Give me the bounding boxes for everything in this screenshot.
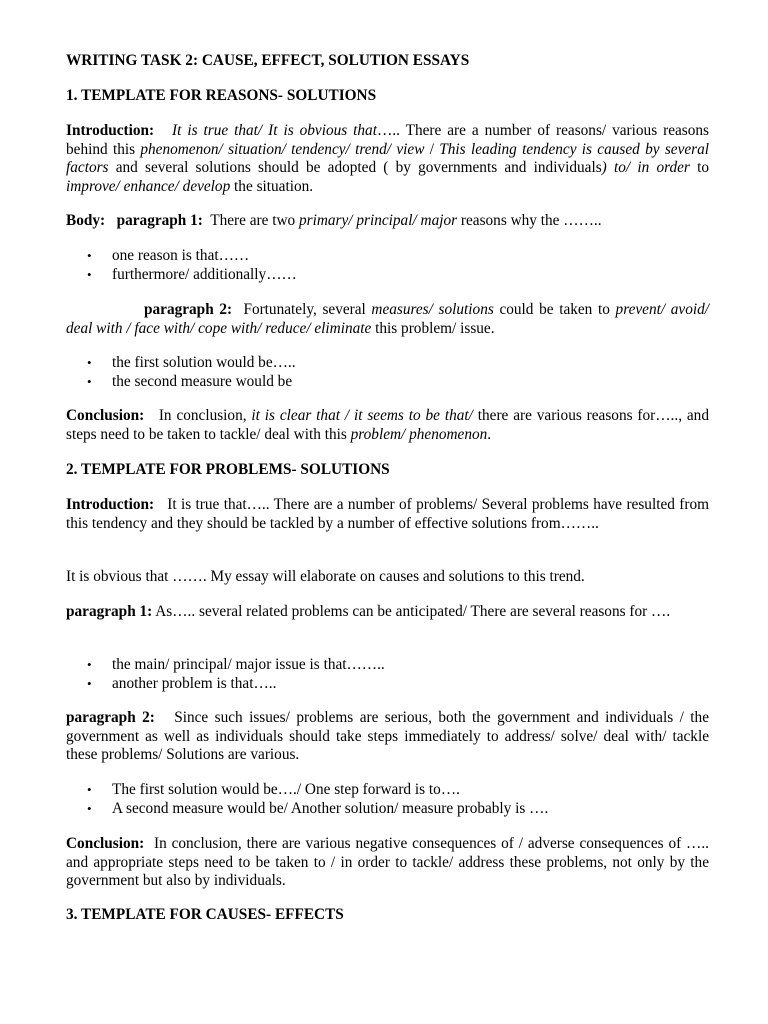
list-item: • the first solution would be….. [66,354,296,373]
section-1-body-paragraph-1: Body: paragraph 1: There are two primary/ principal/ major reasons why the …….. [66,212,602,229]
section-2-heading: 2. TEMPLATE FOR PROBLEMS- SOLUTIONS [66,461,390,478]
list-item: • furthermore/ additionally…… [66,266,297,285]
section-2-obvious-sentence: It is obvious that ……. My essay will elaborate on causes and solutions to this trend. [66,568,585,585]
section-1-conclusion: Conclusion: In conclusion, it is clear that / it seems to be that/ there are various reasons for….., and steps need to be taken to tackle/ deal with this problem/ phenomenon. [66,407,709,443]
section-1-heading: 1. TEMPLATE FOR REASONS- SOLUTIONS [66,87,377,104]
document-title: WRITING TASK 2: CAUSE, EFFECT, SOLUTION ESSAYS [66,52,470,69]
section-1-body-paragraph-2: paragraph 2: Fortunately, several measures/ solutions could be taken to prevent/ avoid/ deal with / face with/ cope with/ reduce/ eliminate this problem/ issue. [66,301,709,337]
list-item: • another problem is that….. [66,675,385,694]
section-2-solutions-list [66,781,548,818]
list-item: • one reason is that…… [66,247,297,266]
section-2-paragraph-1: paragraph 1: As….. several related problems can be anticipated/ There are several reasons for …. [66,603,671,620]
section-2-conclusion: Conclusion: In conclusion, there are various negative consequences of / adverse consequences of ….. and appropriate steps need to be taken to / in order to tackle/ address these problems, not only by the government but also by individuals. [66,835,710,889]
section-2-problems-list [66,656,385,693]
list-item: • the second measure would be [66,373,296,392]
section-3-heading: 3. TEMPLATE FOR CAUSES- EFFECTS [66,906,344,923]
list-item: • the main/ principal/ major issue is that…….. [66,656,385,675]
section-1-introduction: Introduction: It is true that/ It is obvious that….. There are a number of reasons/ various reasons behind this phenomenon/ situation/ tendency/ trend/ view / This leading tendency is caused by several factors and several solutions should be adopted ( by governments and individuals) to/ in order to improve/ enhance/ develop the situation. [66,122,709,195]
section-1-solutions-list [66,354,296,391]
section-2-introduction: Introduction: It is true that….. There are a number of problems/ Several problems have resulted from this tendency and they should be tackled by a number of effective solutions from…….. [66,496,709,532]
list-item: • A second measure would be/ Another solution/ measure probably is …. [66,800,548,819]
section-1-reasons-list [66,247,297,284]
section-2-paragraph-2: paragraph 2: Since such issues/ problems are serious, both the government and individuals / the government as well as individuals should take steps immediately to address/ solve/ deal with/ tackle these problems/ Solutions are various. [66,709,709,763]
list-item: • The first solution would be…./ One step forward is to…. [66,781,548,800]
